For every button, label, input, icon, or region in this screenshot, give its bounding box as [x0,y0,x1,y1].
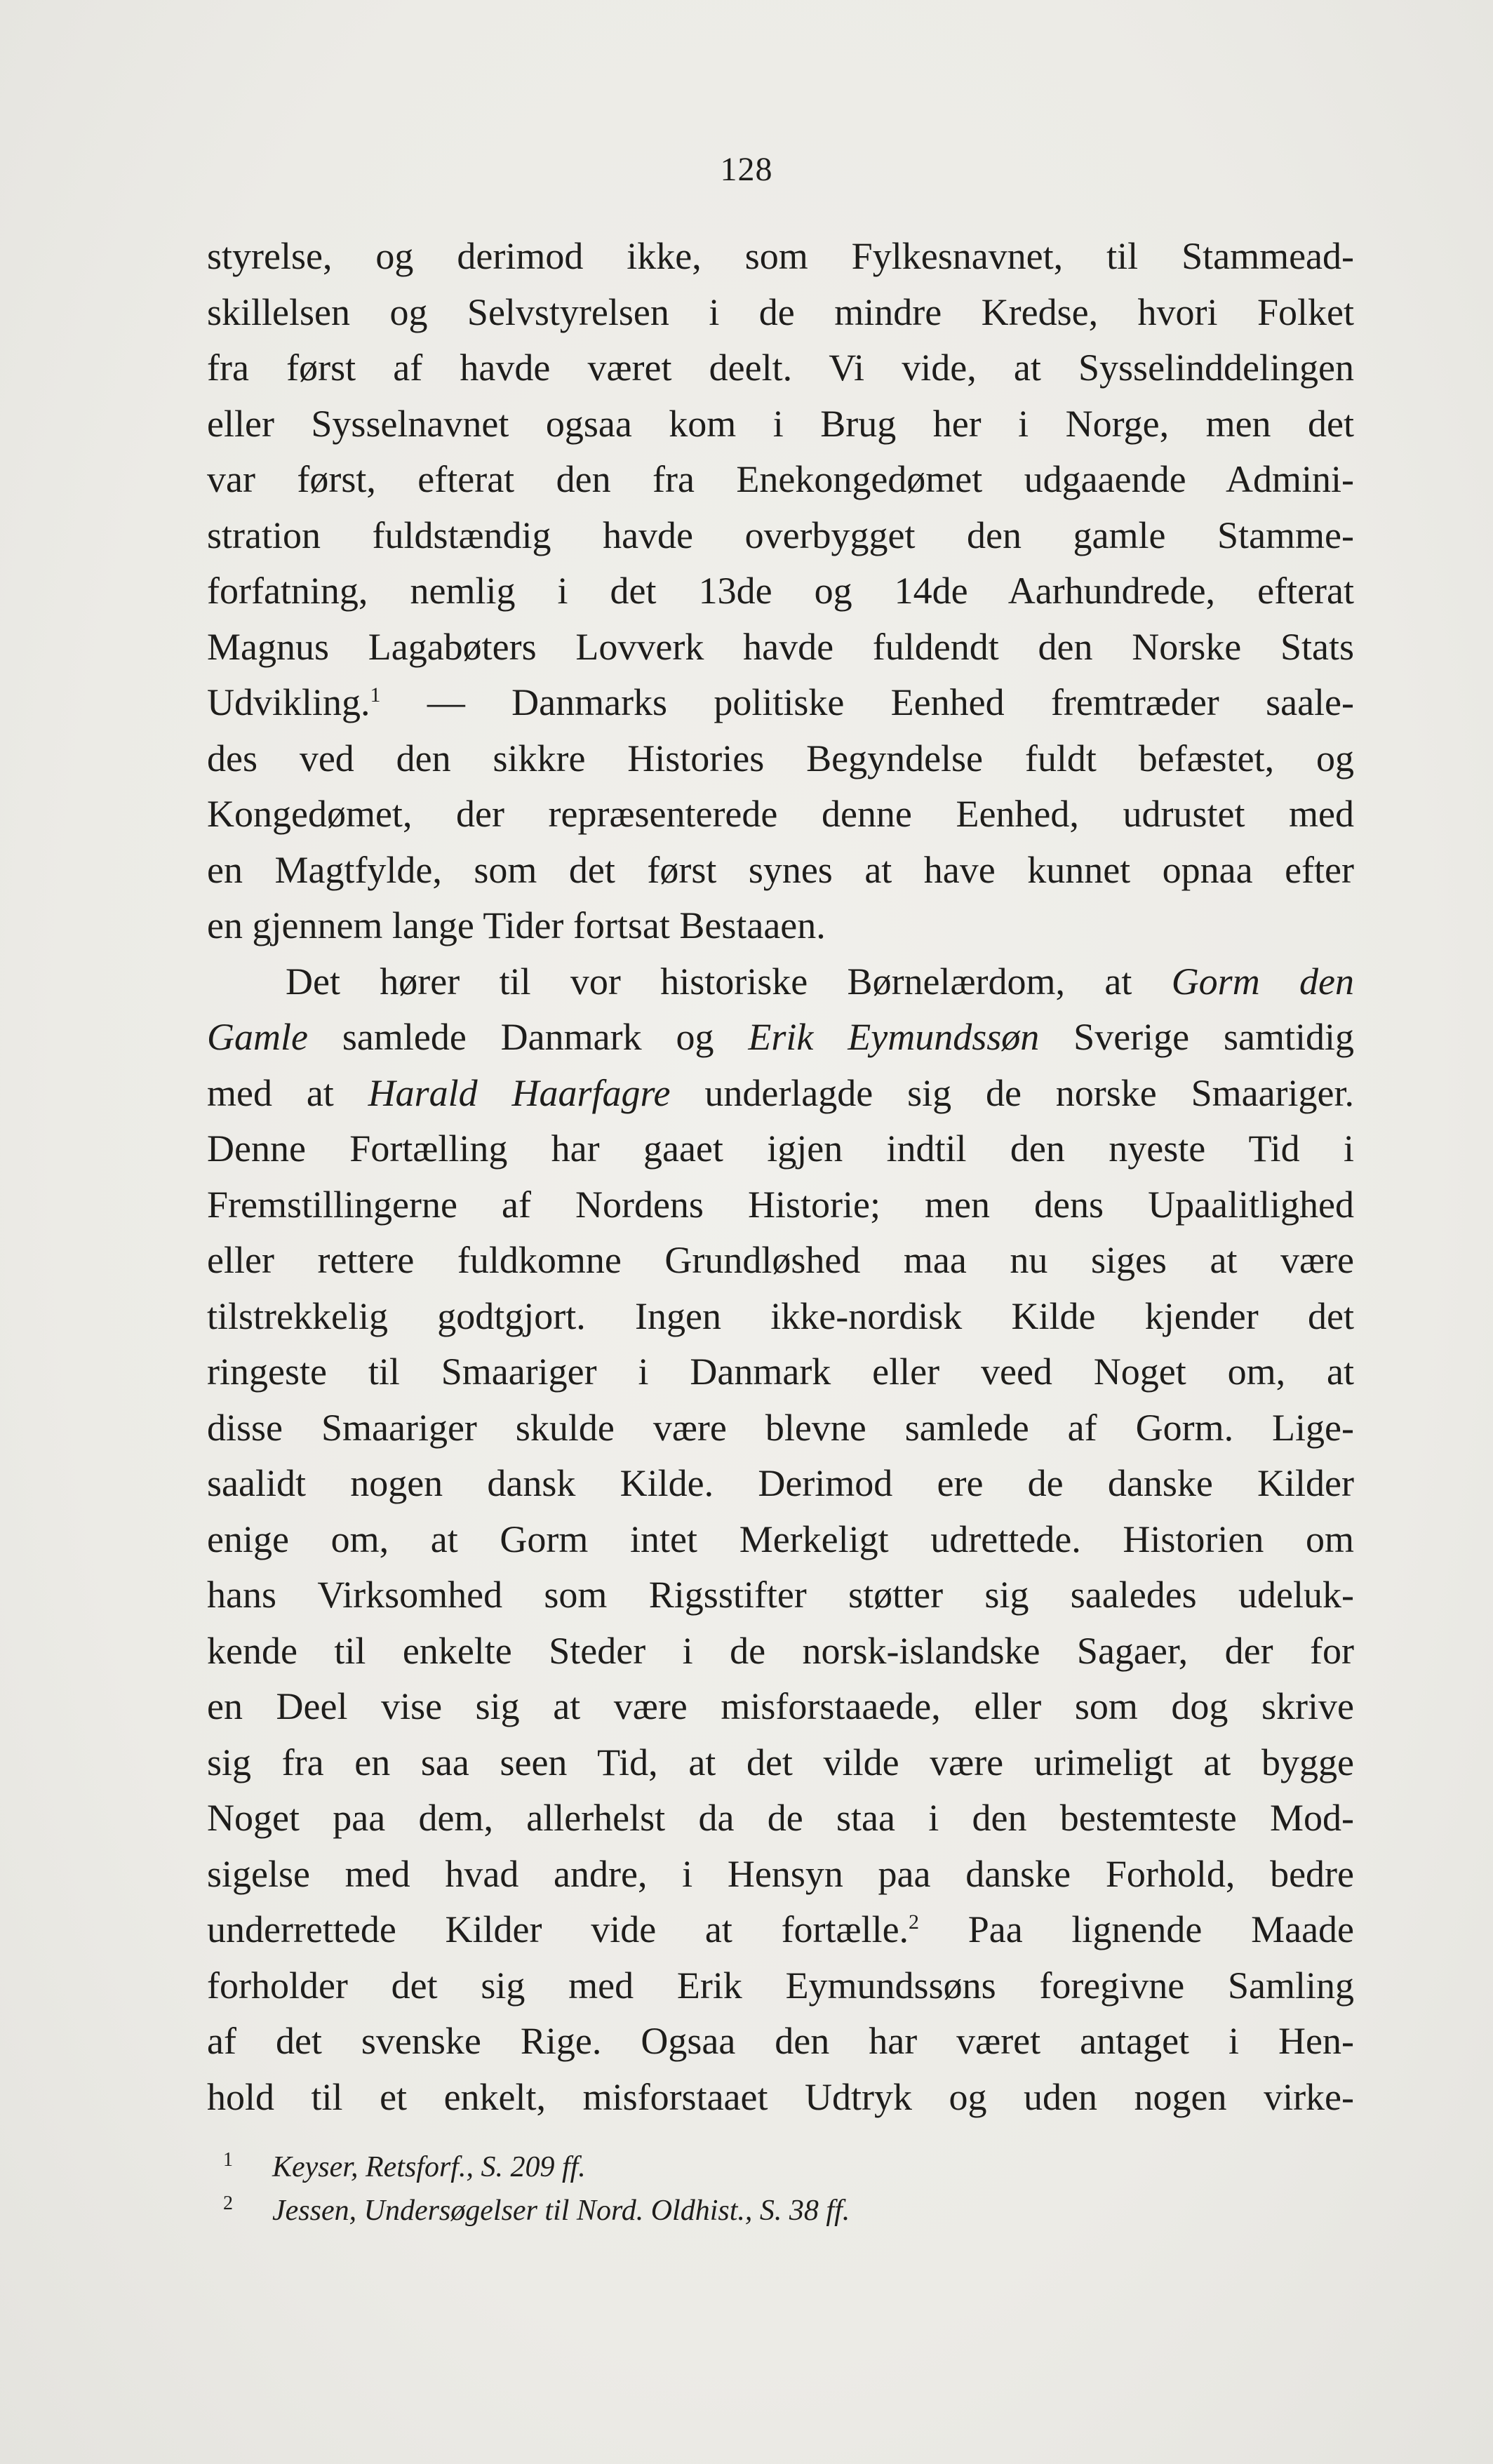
text-run: enige om, at Gorm intet Merkeligt udrettede. Historien om [207,1518,1354,1560]
footnote: 1 Keyser, Retsforf., S. 209 ff. [223,2149,586,2183]
footnote-reference: 1 [370,683,381,707]
italic-name: Erik Eymundssøn [748,1016,1040,1058]
text-run: Noget paa dem, allerhelst da de staa i den bestemteste Mod- [207,1797,1354,1839]
footnote-text: Jessen, Undersøgelser til Nord. Oldhist., S. 38 ff. [272,2195,850,2227]
text-run: des ved den sikkre Histories Begyndelse fuldt befæstet, og [207,737,1354,779]
text-line [207,229,1354,285]
text-line [207,508,1354,564]
text-run: skillelsen og Selvstyrelsen i de mindre Kredse, hvori Folket [207,290,1354,333]
body-text [207,229,1354,2125]
text-run: Udvikling. [207,681,370,723]
text-line [207,1958,1354,2014]
text-line [207,1400,1354,1457]
italic-name: Gamle [207,1016,308,1058]
text-run: Fremstillingerne af Nordens Historie; men dens Upaalitlighed [207,1183,1354,1226]
text-run: en Deel vise sig at være misforstaaede, eller som dog skrive [207,1685,1354,1727]
text-run: eller Sysselnavnet ogsaa kom i Brug her i Norge, men det [207,402,1354,445]
text-line [207,285,1354,341]
text-run: hold til et enkelt, misforstaaet Udtryk og uden nogen virke- [207,2075,1354,2118]
text-run: Magnus Lagabøters Lovverk havde fuldendt den Norske Stats [207,625,1354,668]
text-run: eller rettere fuldkomne Grundløshed maa nu siges at være [207,1239,1354,1281]
text-line [207,954,1354,1010]
text-run: fra først af havde været deelt. Vi vide, at Sysselinddelingen [207,347,1354,389]
text-line [207,1010,1354,1066]
text-line [207,1902,1354,1958]
text-run: hans Virksomhed som Rigsstifter støtter sig saaledes udeluk- [207,1574,1354,1616]
text-line [207,1289,1354,1345]
text-run: samlede Danmark og [307,1016,749,1058]
text-run: kende til enkelte Steder i de norsk-islandske Sagaer, der for [207,1629,1354,1672]
page-number: 128 [720,151,773,188]
italic-name: Gorm den [1171,960,1354,1003]
text-run: sig fra en saa seen Tid, at det vilde være urimeligt at bygge [207,1741,1354,1783]
text-run: en Magtfylde, som det først synes at have kunnet opnaa efter [207,848,1354,891]
text-line [207,675,1354,731]
text-line [207,396,1354,453]
text-run: stration fuldstændig havde overbygget den gamle Stamme- [207,514,1354,556]
text-line [207,1121,1354,1177]
text-line [207,731,1354,787]
text-run: Paa lignende Maade [919,1908,1354,1950]
text-run: styrelse, og derimod ikke, som Fylkesnavnet, til Stammead- [207,235,1354,277]
text-line [207,1233,1354,1289]
text-run: Denne Fortælling har gaaet igjen indtil den nyeste Tid i [207,1127,1354,1170]
text-run: Det hører til vor historiske Børnelærdom, at [286,960,1172,1003]
text-line [207,2070,1354,2126]
text-run: Sverige samtidig [1039,1016,1354,1058]
text-run: af det svenske Rige. Ogsaa den har været antaget i Hen- [207,2020,1354,2062]
text-line [207,340,1354,396]
text-run: tilstrekkelig godtgjort. Ingen ikke-nordisk Kilde kjender det [207,1294,1354,1337]
footnote-reference: 2 [909,1910,920,1934]
text-run: sigelse med hvad andre, i Hensyn paa danske Forhold, bedre [207,1852,1354,1895]
text-run: Kongedømet, der repræsenterede denne Eenhed, udrustet med [207,793,1354,835]
text-run: disse Smaariger skulde være blevne samlede af Gorm. Lige- [207,1406,1354,1449]
text-line [207,1344,1354,1400]
text-run: forholder det sig med Erik Eymundssøns foregivne Samling [207,1964,1354,2007]
text-run: ringeste til Smaariger i Danmark eller veed Noget om, at [207,1351,1354,1393]
text-line [207,1790,1354,1847]
text-run: — Danmarks politiske Eenhed fremtræder saale- [380,681,1354,723]
text-run: underlagde sig de norske Smaariger. [670,1071,1354,1114]
text-line [207,1456,1354,1512]
footnotes [223,2145,1346,2232]
text-line [207,786,1354,843]
text-run: med at [207,1071,368,1114]
text-line [207,452,1354,508]
text-run: underrettede Kilder vide at fortælle. [207,1908,909,1950]
text-line [207,1735,1354,1791]
text-run: var først, efterat den fra Enekongedømet udgaaende Admini- [207,458,1354,500]
text-line [207,1066,1354,1122]
footnote: 2 Jessen, Undersøgelser til Nord. Oldhist., S. 38 ff. [223,2192,850,2227]
text-line [207,1567,1354,1623]
footnote-text: Keyser, Retsforf., S. 209 ff. [272,2151,586,2183]
text-line [207,1512,1354,1568]
text-run: forfatning, nemlig i det 13de og 14de Aarhundrede, efterat [207,570,1354,612]
text-line [207,898,1354,954]
text-line [207,620,1354,676]
text-line [207,1623,1354,1680]
text-line [207,1177,1354,1233]
text-line [207,1847,1354,1903]
text-run: saalidt nogen dansk Kilde. Derimod ere de danske Kilder [207,1462,1354,1504]
text-line [207,1679,1354,1735]
text-line [207,563,1354,620]
text-run: en gjennem lange Tider fortsat Bestaaen. [207,904,826,946]
italic-name: Harald Haarfagre [368,1071,671,1114]
text-line [207,843,1354,899]
text-line [207,2014,1354,2070]
